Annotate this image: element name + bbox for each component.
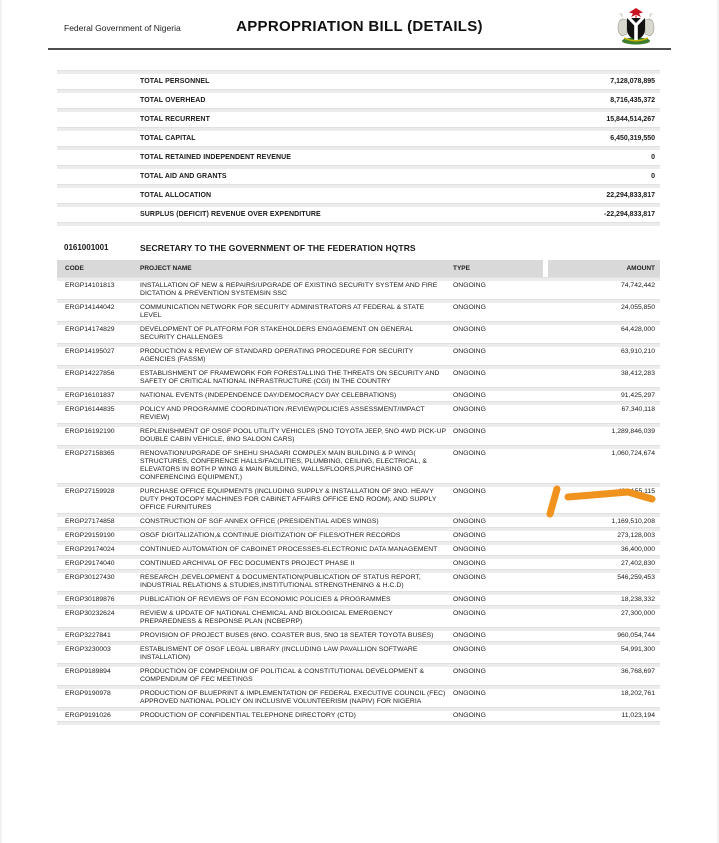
summary-amount: 7,128,078,895 [610,78,655,85]
cell-project-code: ERGP16192190 [65,428,115,435]
cell-project-name: REPLENISHMENT OF OSGF POOL UTILITY VEHICLES (5NO TOYOTA JEEP, 5NO 4WD PICK-UP DOUBLE CABIN VEHICLE, 8NO SALOON CARS) [140,428,447,443]
summary-row [57,207,660,222]
row-divider [57,721,660,725]
cell-project-type: ONGOING [453,668,486,675]
document-body [57,70,660,725]
cell-project-code: ERGP27174858 [65,518,115,525]
cell-project-code: ERGP27159928 [65,488,115,495]
cell-project-type: ONGOING [453,532,486,539]
cell-project-code: ERGP30232624 [65,610,115,617]
cell-project-code: ERGP30127430 [65,574,115,581]
summary-row [57,169,660,184]
table-row [57,449,660,483]
cell-project-name: PRODUCTION & REVIEW OF STANDARD OPERATING PROCEDURE FOR SECURITY AGENCIES (FASSM) [140,348,414,363]
cell-project-type: ONGOING [453,518,486,525]
cell-project-amount: 27,402,830 [620,560,655,567]
column-header-type: TYPE [453,260,543,277]
cell-project-name: CONSTRUCTION OF SGF ANNEX OFFICE (PRESIDENTIAL AIDES WINGS) [140,518,379,525]
summary-row [57,74,660,89]
table-row [57,545,660,555]
cell-project-amount: 1,169,510,208 [611,518,655,525]
cell-project-name: DEVELOPMENT OF PLATFORM FOR STAKEHOLDERS ENGAGEMENT ON GENERAL SECURITY CHALLENGES [140,326,414,341]
column-header-code: CODE [57,260,140,277]
cell-project-type: ONGOING [453,348,486,355]
section-code: 0161001001 [64,243,109,252]
summary-amount: -22,294,833,817 [604,211,655,218]
cell-project-amount: 54,991,300 [620,646,655,653]
cell-project-code: ERGP29174024 [65,546,115,553]
cell-project-name: PRODUCTION OF CONFIDENTIAL TELEPHONE DIRECTORY (CTD) [140,712,356,719]
nigeria-coat-of-arms-icon [614,6,658,51]
cell-project-type: ONGOING [453,282,486,289]
table-row [57,689,660,707]
cell-project-name: OSGF DIGITALIZATION,& CONTINUE DIGITIZATION OF FILES/OTHER RECORDS [140,532,401,539]
cell-project-type: ONGOING [453,428,486,435]
cell-project-code: ERGP14174829 [65,326,115,333]
cell-project-code: ERGP16144835 [65,406,115,413]
cell-project-code: ERGP14144042 [65,304,115,311]
cell-project-name: PURCHASE OFFICE EQUIPMENTS (INCLUDING SUPPLY & INSTALLATION OF 3NO. HEAVY DUTY PHOTOCOPY MACHINES FOR CABINET AFFAIRS OFFICE END ROOM), AND SUPPLY OFFICE FURNITURES [140,488,437,511]
summary-label: TOTAL ALLOCATION [140,192,212,199]
cell-project-amount: 91,425,297 [620,392,655,399]
cell-project-code: ERGP14101813 [65,282,115,289]
cell-project-name: CONTINUED AUTOMATION OF CABOINET PROCESSES-ELECTRONIC DATA MANAGEMENT [140,546,438,553]
summary-label: TOTAL AID AND GRANTS [140,173,227,180]
table-row [57,645,660,663]
cell-project-name: PROVISION OF PROJECT BUSES (6NO. COASTER BUS, 5NO 18 SEATER TOYOTA BUSES) [140,632,434,639]
cell-project-amount: 64,428,000 [620,326,655,333]
projects-table-body [57,277,660,721]
summary-label: TOTAL CAPITAL [140,135,196,142]
projects-table [57,260,660,725]
cell-project-name: REVIEW & UPDATE OF NATIONAL CHEMICAL AND BIOLOGICAL EMERGENCY PREPAREDNESS & RESPONSE PLAN (NCBEPRP) [140,610,393,625]
summary-row [57,93,660,108]
table-row [57,405,660,423]
cell-project-code: ERGP9191026 [65,712,111,719]
cell-project-type: ONGOING [453,370,486,377]
cell-project-code: ERGP14195027 [65,348,115,355]
table-row [57,595,660,605]
cell-project-type: ONGOING [453,646,486,653]
cell-project-type: ONGOING [453,560,486,567]
cell-project-name: PUBLICATION OF REVIEWS OF FGN ECONOMIC POLICIES & PROGRAMMES [140,596,391,603]
cell-project-type: ONGOING [453,574,486,581]
cell-project-amount: 38,412,283 [620,370,655,377]
table-row [57,711,660,721]
table-row [57,573,660,591]
table-row [57,487,660,513]
summary-label: TOTAL RETAINED INDEPENDENT REVENUE [140,154,292,161]
cell-project-type: ONGOING [453,304,486,311]
summary-row [57,150,660,165]
table-row [57,427,660,445]
table-row [57,559,660,569]
summary-amount: 0 [651,173,655,180]
cell-project-code: ERGP14227856 [65,370,115,377]
cell-project-name: PRODUCTION OF COMPENDIUM OF POLITICAL & CONSTITUTIONAL DEVELOPMENT & COMPENDIUM OF FEC MEETINGS [140,668,425,683]
summary-amount: 8,716,435,372 [610,97,655,104]
cell-project-amount: 36,768,697 [620,668,655,675]
cell-project-amount: 496,155,115 [617,488,655,495]
cell-project-name: RESEARCH ,DEVELOPMENT & DOCUMENTATION(PUBLICATION OF STATUS REPORT, INDUSTRIAL RELATIONS & STUDIES,INSTITUTIONAL STRENGTHENING & H.C.D) [140,574,421,589]
summary-amount: 22,294,833,817 [606,192,655,199]
cell-project-amount: 273,128,003 [617,532,655,539]
table-row [57,303,660,321]
table-row [57,517,660,527]
column-header-project-name: PROJECT NAME [140,260,453,277]
cell-project-name: NATIONAL EVENTS (INDEPENDENCE DAY/DEMOCRACY DAY CELEBRATIONS) [140,392,397,399]
column-header-amount: AMOUNT [548,260,660,277]
cell-project-type: ONGOING [453,450,486,457]
row-divider [57,222,660,226]
cell-project-amount: 18,202,761 [620,690,655,697]
cell-project-type: ONGOING [453,596,486,603]
table-row [57,281,660,299]
header-divider [48,48,671,50]
summary-row [57,188,660,203]
page-edge-left [0,0,2,843]
cell-project-amount: 11,023,194 [621,712,655,719]
cell-project-code: ERGP27158365 [65,450,115,457]
cell-project-code: ERGP29159190 [65,532,115,539]
summary-totals-table [57,70,660,222]
cell-project-code: ERGP29174040 [65,560,115,567]
summary-label: TOTAL PERSONNEL [140,78,210,85]
cell-project-name: POLICY AND PROGRAMME COORDINATION /REVIEW(POLICIES ASSESSMENT/IMPACT REVIEW) [140,406,425,421]
cell-project-amount: 18,238,332 [620,596,655,603]
cell-project-name: ESTABLISMENT OF OSGF LEGAL LIBRARY (INCLUDING LAW PAVALLION SOFTWARE INSTALLATION) [140,646,418,661]
table-row [57,325,660,343]
cell-project-amount: 24,055,850 [620,304,655,311]
cell-project-type: ONGOING [453,712,486,719]
table-row [57,667,660,685]
table-row [57,609,660,627]
cell-project-type: ONGOING [453,406,486,413]
org-name: Federal Government of Nigeria [64,23,181,33]
summary-label: TOTAL RECURRENT [140,116,210,123]
document-header [48,8,671,48]
cell-project-type: ONGOING [453,610,486,617]
cell-project-name: CONTINUED ARCHIVAL OF FEC DOCUMENTS PROJECT PHASE II [140,560,355,567]
cell-project-amount: 74,742,442 [620,282,655,289]
summary-row [57,131,660,146]
cell-project-amount: 546,259,453 [617,574,655,581]
table-row [57,347,660,365]
cell-project-type: ONGOING [453,488,486,495]
cell-project-name: ESTABLISHMENT OF FRAMEWORK FOR FORESTALLING THE THREATS ON SECURITY AND SAFETY OF CRITICAL NATIONAL INFRASTRUCTURE (CGI) IN THE COUNTRY [140,370,440,385]
cell-project-name: COMMUNICATION NETWORK FOR SECURITY ADMINISTRATORS AT FEDERAL & STATE LEVEL [140,304,425,319]
cell-project-type: ONGOING [453,546,486,553]
cell-project-name: RENOVATION/UPGRADE OF SHEHU SHAGARI COMPLEX MAIN BUILDING & P WING( STRUCTURES, CONFERENCE HALLS/FACILITIES, PLUMBING, CEILING, ELECTRICAL, & ELEVATORS IN BOTH P WING & MAIN BUILDING, WALLS/FLOORS,PURCHASING OF CONFERENCING EQUIPMENT,) [140,450,427,481]
cell-project-amount: 36,400,000 [620,546,655,553]
cell-project-type: ONGOING [453,392,486,399]
summary-label: SURPLUS (DEFICIT) REVENUE OVER EXPENDITURE [140,211,321,218]
cell-project-amount: 67,340,118 [621,406,655,413]
cell-project-name: INSTALLATION OF NEW & REPAIRS/UPGRADE OF EXISTING SECURITY SYSTEM AND FIRE DICTATION & PREVENTION SYSTEMSIN SSC [140,282,438,297]
summary-amount: 15,844,514,267 [606,116,655,123]
cell-project-code: ERGP30189876 [65,596,115,603]
summary-label: TOTAL OVERHEAD [140,97,206,104]
cell-project-amount: 63,910,210 [620,348,655,355]
section-title: SECRETARY TO THE GOVERNMENT OF THE FEDERATION HQTRS [140,243,416,253]
cell-project-amount: 1,060,724,674 [611,450,655,457]
table-row [57,531,660,541]
cell-project-type: ONGOING [453,690,486,697]
table-row [57,369,660,387]
page-title: APPROPRIATION BILL (DETAILS) [236,18,483,35]
section-header [57,243,660,253]
summary-amount: 0 [651,154,655,161]
summary-amount: 6,450,319,550 [610,135,655,142]
cell-project-name: PRODUCTION OF BLUEPRINT & IMPLEMENTATION OF FEDERAL EXECUTIVE COUNCIL (FEC) APPROVED NATIONAL POLICY ON INCLUSIVE VOLUNTEERISM (NAPIV) FOR NIGERIA [140,690,446,705]
cell-project-type: ONGOING [453,326,486,333]
cell-project-code: ERGP3230003 [65,646,111,653]
cell-project-type: ONGOING [453,632,486,639]
summary-row [57,112,660,127]
cell-project-code: ERGP9189894 [65,668,111,675]
cell-project-code: ERGP9190978 [65,690,111,697]
cell-project-code: ERGP3227841 [65,632,111,639]
cell-project-amount: 27,300,000 [620,610,655,617]
cell-project-amount: 1,289,846,039 [611,428,655,435]
projects-table-header [57,260,660,277]
table-row [57,391,660,401]
cell-project-amount: 960,054,744 [617,632,655,639]
cell-project-code: ERGP16101837 [65,392,115,399]
table-row [57,631,660,641]
